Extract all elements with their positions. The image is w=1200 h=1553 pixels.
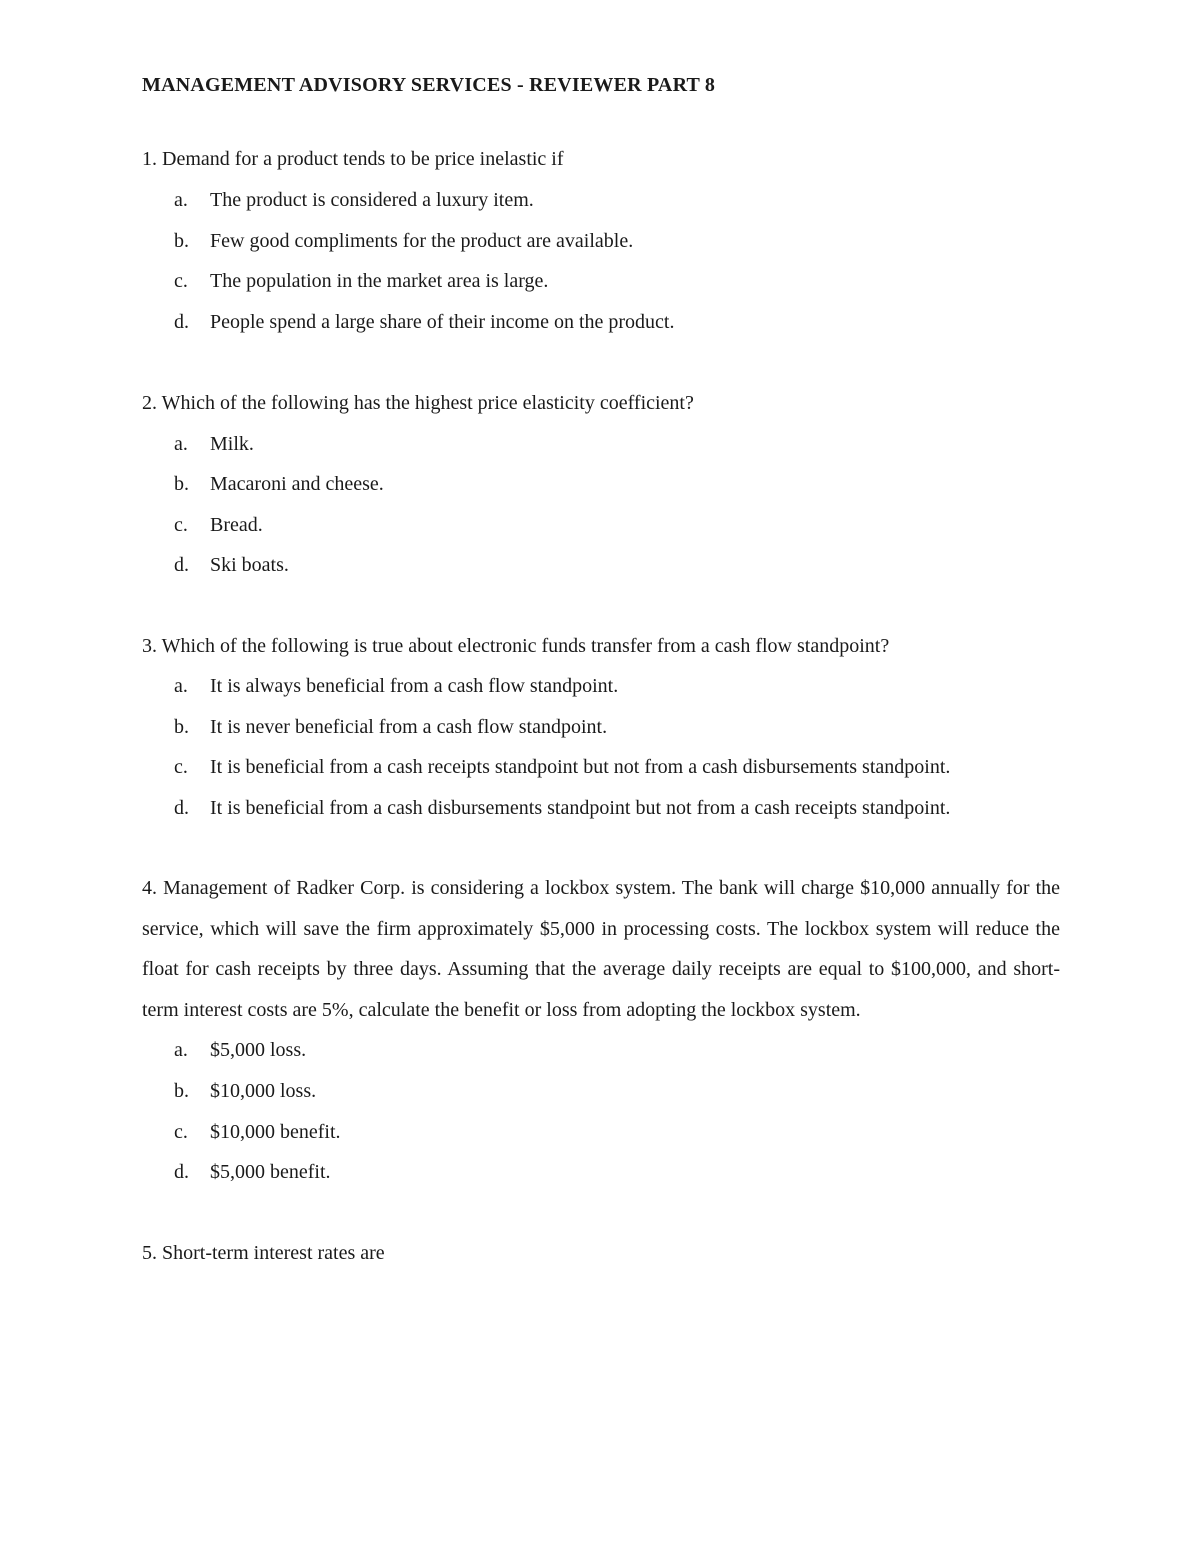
option-letter: b. [174,473,189,496]
question-stem: 4. Management of Radker Corp. is considering a lockbox system. The bank will charge $10,000 annually for the service, which will save the firm approximately $5,000 in processing costs. The lockbox system will reduce the float for cash receipts by three days. Assuming that the average daily receipts are equal to $100,000, and short-term interest costs are 5%, calculate the benefit or loss from adopting the lockbox system. [142,876,1060,1021]
option-letter: c. [174,756,188,779]
option-text: Macaroni and cheese. [210,473,384,496]
option-b [142,464,1060,505]
question-stem: 3. Which of the following is true about electronic funds transfer from a cash flow standpoint? [142,634,890,657]
option-letter: b. [174,229,189,252]
option-text: Ski boats. [210,554,289,577]
option-text: The population in the market area is large. [210,270,549,293]
page-title: MANAGEMENT ADVISORY SERVICES - REVIEWER PART 8 [142,74,716,96]
question-stem: 5. Short-term interest rates are [142,1241,385,1264]
option-text: $5,000 benefit. [210,1161,331,1184]
option-text: Few good compliments for the product are available. [210,229,634,252]
option-b [142,1071,1060,1112]
option-a [142,1030,1060,1071]
options-list [142,180,1060,343]
option-d [142,302,1060,343]
option-text: $5,000 loss. [210,1039,307,1062]
option-c [142,505,1060,546]
option-letter: d. [174,796,189,819]
document-page [142,70,1060,1313]
question-5 [142,1233,1060,1274]
option-letter: a. [174,432,188,455]
option-text: It is beneficial from a cash receipts standpoint but not from a cash disbursements standpoint. [210,756,951,779]
option-letter: b. [174,715,189,738]
option-letter: b. [174,1079,189,1102]
option-letter: a. [174,675,188,698]
option-a [142,180,1060,221]
options-list [142,666,1060,828]
option-letter: d. [174,1161,189,1184]
option-c [142,747,1060,787]
option-d [142,788,1060,828]
option-d [142,545,1060,586]
option-text: $10,000 benefit. [210,1120,341,1143]
option-text: Bread. [210,513,263,536]
option-text: It is never beneficial from a cash flow standpoint. [210,715,608,738]
option-a [142,666,1060,706]
question-stem: 1. Demand for a product tends to be price inelastic if [142,148,564,170]
option-c [142,1112,1060,1153]
option-b [142,221,1060,262]
option-c [142,261,1060,302]
option-b [142,707,1060,747]
question-2 [142,383,1060,586]
option-d [142,1152,1060,1193]
question-4 [142,868,1060,1193]
option-letter: a. [174,188,188,211]
option-letter: d. [174,554,189,577]
option-text: It is beneficial from a cash disbursements standpoint but not from a cash receipts standpoint. [210,796,951,819]
option-letter: c. [174,1120,188,1143]
option-text: The product is considered a luxury item. [210,188,534,211]
option-a [142,424,1060,465]
question-3 [142,626,1060,828]
options-list [142,1030,1060,1192]
option-letter: d. [174,311,189,334]
option-text: $10,000 loss. [210,1079,317,1102]
option-text: Milk. [210,432,254,455]
option-letter: c. [174,270,188,293]
options-list [142,424,1060,586]
option-letter: a. [174,1039,188,1062]
option-text: People spend a large share of their income on the product. [210,311,675,334]
question-1 [142,139,1060,343]
question-stem: 2. Which of the following has the highest price elasticity coefficient? [142,391,694,414]
option-letter: c. [174,513,188,536]
option-text: It is always beneficial from a cash flow standpoint. [210,675,619,698]
